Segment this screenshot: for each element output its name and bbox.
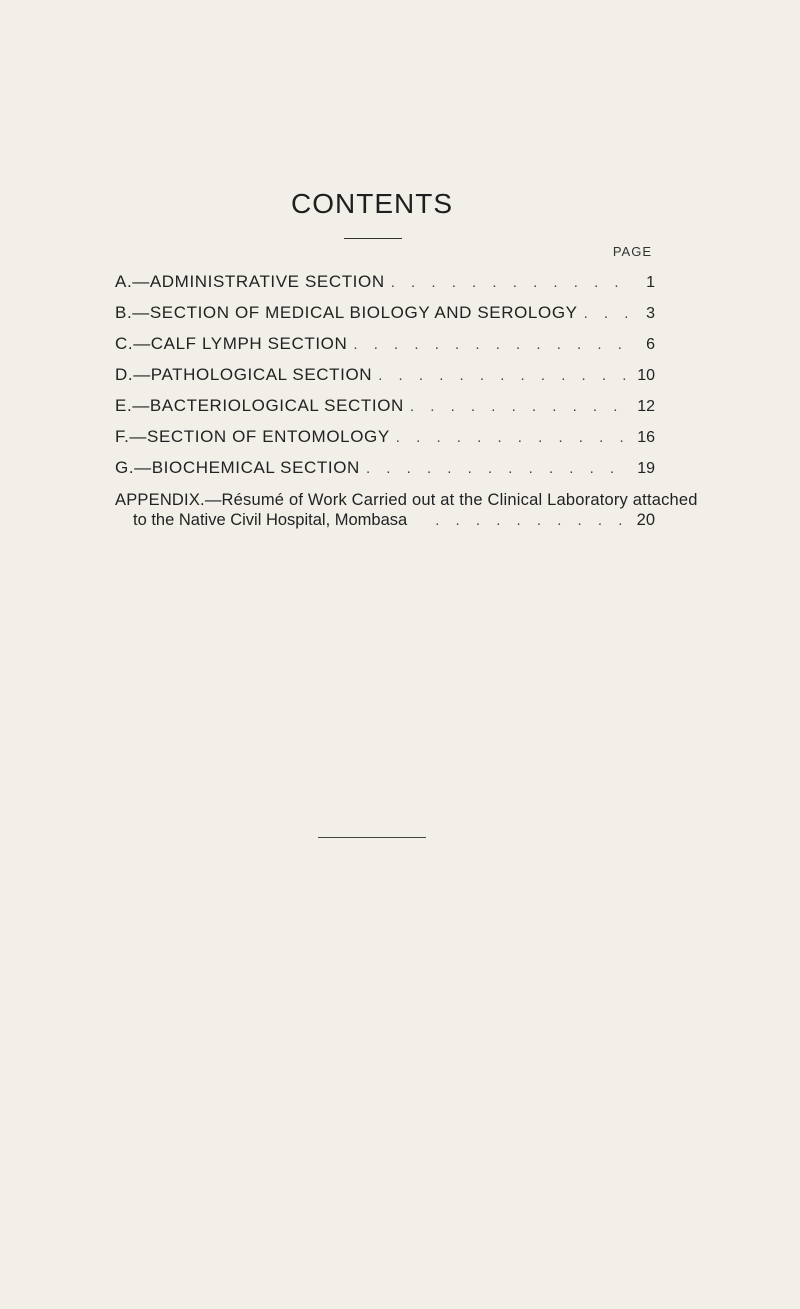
- toc-entry-label: F.—SECTION OF ENTOMOLOGY: [115, 427, 390, 446]
- toc-entry-biochemical[interactable]: [115, 452, 655, 483]
- dot-leader: [391, 267, 629, 298]
- toc-entry-administrative[interactable]: [115, 266, 655, 297]
- toc-entry-bacteriological[interactable]: [115, 390, 655, 421]
- toc-entry-label: C.—CALF LYMPH SECTION: [115, 334, 348, 353]
- toc-entry-page: 16: [637, 429, 655, 446]
- toc-entry-label: B.—SECTION OF MEDICAL BIOLOGY AND SEROLOGY: [115, 303, 578, 322]
- appendix-page: 20: [636, 511, 655, 529]
- toc-entry-calf-lymph[interactable]: [115, 328, 655, 359]
- dot-leader: [378, 360, 629, 391]
- bottom-divider: [318, 837, 426, 838]
- toc-entry-page: 19: [637, 460, 655, 477]
- dot-leader: [410, 391, 629, 422]
- toc-entry-pathological[interactable]: [115, 359, 655, 390]
- dot-leader: [366, 453, 629, 484]
- dot-leader: [353, 329, 629, 360]
- toc-entry-label: A.—ADMINISTRATIVE SECTION: [115, 272, 385, 291]
- toc-entry-label: G.—BIOCHEMICAL SECTION: [115, 458, 360, 477]
- toc-entry-page: 10: [637, 367, 655, 384]
- toc-entry-page: 1: [646, 274, 655, 291]
- toc-entry-entomology[interactable]: [115, 421, 655, 452]
- page-column-header: PAGE: [612, 244, 652, 259]
- toc-entry-label: E.—BACTERIOLOGICAL SECTION: [115, 396, 404, 415]
- toc-entry-page: 12: [637, 398, 655, 415]
- dot-leader: [396, 422, 629, 453]
- toc-entry-appendix[interactable]: [115, 490, 698, 531]
- toc-entry-medical-biology-serology[interactable]: [115, 297, 655, 328]
- title-underline-divider: [344, 238, 402, 239]
- appendix-continuation: [115, 510, 655, 531]
- page-title: CONTENTS: [291, 188, 453, 219]
- dot-leader: [584, 298, 629, 329]
- toc-entry-label: D.—PATHOLOGICAL SECTION: [115, 365, 373, 384]
- appendix-title-continuation: to the Native Civil Hospital, Mombasa: [133, 511, 408, 529]
- table-of-contents: [115, 266, 655, 483]
- toc-entry-page: 3: [646, 305, 655, 322]
- dot-leader: [435, 511, 629, 531]
- appendix-title-line: APPENDIX.—Résumé of Work Carried out at the Clinical Laboratory attached: [115, 491, 698, 509]
- toc-entry-page: 6: [646, 336, 655, 353]
